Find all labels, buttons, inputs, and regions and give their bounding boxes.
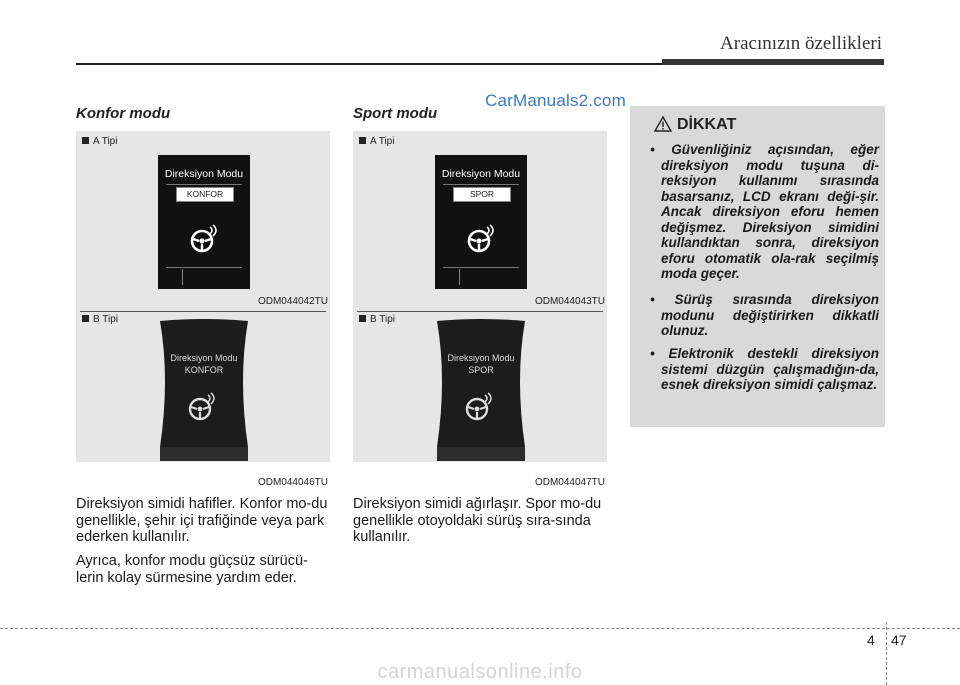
figure-code-b: ODM044047TU — [534, 477, 605, 488]
lcd-mode-label: KONFOR — [176, 187, 234, 202]
figure-label-a: A Tipi — [82, 136, 117, 147]
figure-code-a: ODM044042TU — [257, 296, 328, 307]
panel-b-mode: SPOR — [468, 365, 494, 375]
panel-b-title: Direksiyon Modu — [447, 353, 515, 363]
button-panel-b — [156, 319, 252, 461]
panel-b-mode: KONFOR — [184, 365, 224, 375]
heading-sport-modu: Sport modu — [353, 105, 438, 122]
paragraph-konfor-2: Ayrıca, konfor modu güçsüz sürücü-lerin kolay sürmesine yardım eder. — [76, 553, 308, 586]
figure-label-b: B Tipi — [82, 314, 118, 325]
figure-code-b: ODM044046TU — [257, 477, 328, 488]
steering-wheel-icon — [465, 223, 497, 255]
caution-bullet: • Sürüş sırasında direksiyon modunu değiştirirken dikkatli olunuz. — [650, 292, 879, 338]
panel-b-title: Direksiyon Modu — [170, 353, 238, 363]
chapter-title: Aracınızın özellikleri — [720, 33, 882, 54]
lcd-display-a — [158, 155, 250, 289]
figure-konfor — [76, 131, 330, 488]
lcd-mode-label: SPOR — [453, 187, 511, 202]
warning-triangle-icon — [654, 116, 672, 132]
lcd-display-a — [435, 155, 527, 289]
paragraph-konfor-1: Direksiyon simidi hafifler. Konfor mo-du genellikle, şehir içi trafiğinde veya park ederken kullanılır. — [76, 496, 328, 545]
chapter-number: 4 — [867, 632, 875, 648]
caution-heading: DİKKAT — [654, 116, 736, 134]
steering-wheel-icon — [188, 223, 220, 255]
figure-label-b: B Tipi — [359, 314, 395, 325]
button-panel-b — [433, 319, 529, 461]
paragraph-spor-1: Direksiyon simidi ağırlaşır. Spor mo-du genellikle otoyoldaki sürüş sıra-sında kullanılır. — [353, 496, 602, 545]
footer-rule — [0, 628, 960, 629]
lcd-title: Direksiyon Modu — [441, 168, 521, 180]
figure-spor — [353, 131, 607, 488]
watermark-link[interactable]: CarManuals2.com — [485, 91, 626, 110]
lcd-title: Direksiyon Modu — [164, 168, 244, 180]
header-rule — [76, 63, 664, 65]
figure-code-a: ODM044043TU — [534, 296, 605, 307]
heading-konfor-modu: Konfor modu — [76, 105, 171, 122]
caution-box — [630, 106, 885, 427]
header-rule-accent — [662, 59, 884, 65]
footer-watermark: carmanualsonline.info — [377, 661, 583, 683]
caution-bullet: • Elektronik destekli direksiyon sistemi düzgün çalışmadığın-da, esnek direksiyon simidi çalışmaz. — [650, 346, 880, 392]
caution-bullet: • Güvenliğiniz açısından, eğer direksiyon modu tuşuna di-reksiyon kullanımı sırasında basarsanız, LCD ekranı deği-şir. Ancak direksiyon eforu hemen değişmez. Direksiyon simidini kullandıktan sonra, direksiyon eforu otomatik ola-rak seçilmiş moda geçer. — [650, 142, 879, 281]
page-number: 47 — [891, 632, 907, 648]
figure-label-a: A Tipi — [359, 136, 394, 147]
